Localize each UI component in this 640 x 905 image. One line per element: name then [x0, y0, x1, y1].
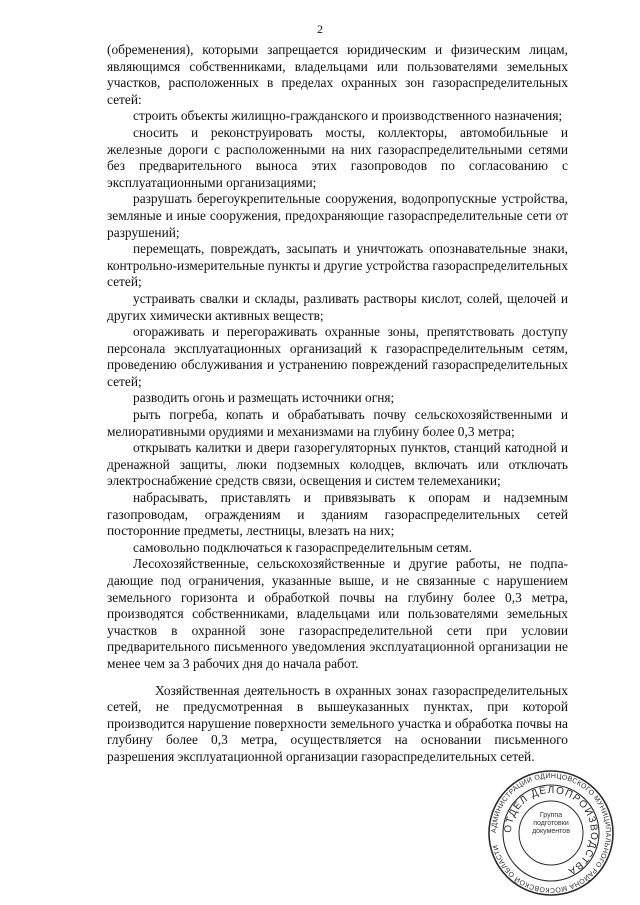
paragraph-13: Хозяйственная деятельность в охранных зонах газораспределительных сетей, не предусмотренная в вышеуказанных пунктах, при которой производится нарушение поверхности земельного участка и обработка почвы на глубину более 0,3 метра, осуществляется на основании письменного разрешения эксплуатационной организации газораспределительных сетей.: [107, 682, 568, 764]
paragraph-7: разводить огонь и размещать источники огня;: [133, 390, 395, 406]
paragraph-6: огораживать и перегораживать охранные зоны, препятствовать доступу персонала эксплуатационных организаций к газораспределительным сетям, проведению обслуживания и устранению повреждений газораспределительных сетей;: [107, 324, 568, 389]
page-number: 2: [317, 22, 323, 36]
paragraph-0: (обременения), которыми запрещается юридическим и физическим лицам, являющимся собственниками, владельцами или пользователями земельных участков, расположенных в пределах охранных зон газораспределительных сетей:: [107, 42, 568, 107]
paragraph-1: строить объекты жилищно-гражданского и производственного назначения;: [133, 108, 563, 124]
paragraph-2: сносить и реконструировать мосты, коллекторы, автомобильные и железные дороги с расположенными на них газораспределительными сетями без предварительного выноса этих газопроводов по согласованию с эксплуатационными организациями;: [107, 124, 568, 190]
paragraph-3: разрушать берегоукрепительные сооружения, водопропускные устройства, земляные и иные сооружения, предохраняющие газораспределительные сети от разрушений;: [107, 191, 568, 240]
official-stamp: [486, 768, 616, 898]
paragraph-11: самовольно подключаться к газораспределительным сетям.: [133, 539, 472, 555]
paragraph-12: Лесохозяйственные, сельскохозяйственные и другие работы, не подпадающие под ограничения, указанные выше, и не связанные с нарушением земельного горизонта и обработкой почвы на глубину более 0,3 метра, производятся собственниками, владельцами или пользователями земельных участков в охранной зоне газораспределительной сети при условии предварительного письменного уведомления эксплуатационной организации не менее чем за 3 рабочих дня до начала работ.: [107, 556, 568, 671]
paragraph-10: набрасывать, приставлять и привязывать к опорам и надземным газопроводам, ограждениям и зданиям газораспределительных сетей посторонние предметы, лестницы, влезать на них;: [107, 490, 568, 539]
stamp-center-line-2: подготовки: [533, 820, 569, 827]
paragraph-9: открывать калитки и двери газорегуляторных пунктов, станций катодной и дренажной защиты, люки подземных колодцев, включать или отключать электроснабжение средств связи, освещения и систем телемеханики;: [107, 440, 568, 489]
paragraph-4: перемещать, повреждать, засыпать и уничтожать опознавательные знаки, контрольно-измерительные пункты и другие устройства газораспределительных сетей;: [107, 241, 568, 290]
stamp-center-line-1: Группа: [539, 812, 563, 819]
paragraph-5: устраивать свалки и склады, разливать растворы кислот, солей, щелочей и других химически активных веществ;: [107, 290, 568, 323]
paragraph-8: рыть погреба, копать и обрабатывать почву сельскохозяйственными и мелиоративными орудиями и механизмами на глубину более 0,3 метра;: [107, 407, 568, 439]
document-body: [107, 42, 568, 766]
stamp-middle-text: ОТДЕЛ ДЕЛОПРОИЗВОДСТВА: [502, 784, 600, 877]
stamp-outer-text: АДМИНИСТРАЦИИ ОДИНЦОВСКОГО МУНИЦИПАЛЬНОГО РАЙОНА МОСКОВСКОЙ ОБЛАСТИ: [490, 772, 612, 894]
stamp-center-line-3: документов: [532, 828, 570, 835]
stamp-center: [524, 812, 578, 836]
